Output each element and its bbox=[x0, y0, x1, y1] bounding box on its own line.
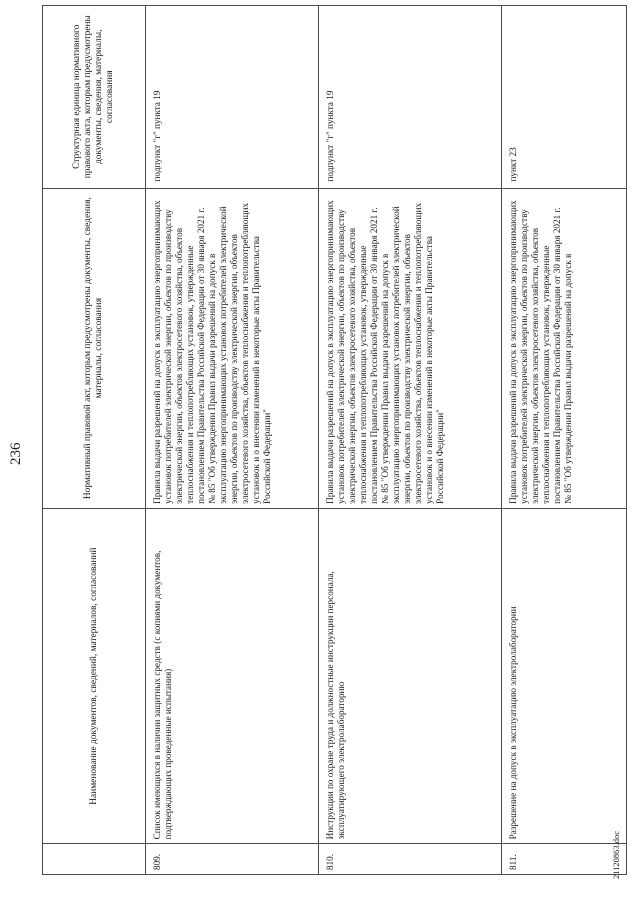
row-structural-unit: подпункт "г" пункта 19 bbox=[319, 6, 502, 189]
document-code: 21120863.doc bbox=[611, 830, 621, 879]
row-legal-act: Правила выдачи разрешений на допуск в эксплуатацию энергопринимающих установок потребителей электрической энергии, объектов по производству электрической энергии, объектов электросетевого хозяйства, объектов теплоснабжения и теплопотребляющих установок, утвержденные постановлением Правительства Российской Федерации от 30 января 2021 г. № 85 "Об утверждении Правил выдачи разрешений на допуск в эксплуатацию энергопринимающих установок потребителей электрической энергии, объектов по производству электрической энергии, объектов электросетевого хозяйства, объектов теплоснабжения и теплопотребляющих установок и о внесении изменений в некоторые акты Правительства Российской Федерации" bbox=[146, 188, 319, 508]
header-number bbox=[43, 844, 146, 875]
row-number: 809. bbox=[146, 844, 319, 875]
documents-table bbox=[42, 5, 627, 875]
header-name: Наименование документов, сведений, материалов, согласований bbox=[43, 508, 146, 844]
row-document-name: Разрешение на допуск в эксплуатацию электролаборатории bbox=[502, 508, 627, 844]
table-row bbox=[319, 6, 502, 875]
row-document-name: Список имеющихся в наличии защитных средств (с копиями документов, подтверждающих проведенные испытания) bbox=[146, 508, 319, 844]
row-legal-act: Правила выдачи разрешений на допуск в эксплуатацию энергопринимающих установок потребителей электрической энергии, объектов по производству электрической энергии, объектов электросетевого хозяйства, объектов теплоснабжения и теплопотребляющих установок, утвержденные постановлением Правительства Российской Федерации от 30 января 2021 г. № 85 "Об утверждении Правил выдачи разрешений на допуск в bbox=[502, 188, 627, 508]
table-header-row bbox=[43, 6, 146, 875]
row-legal-act: Правила выдачи разрешений на допуск в эксплуатацию энергопринимающих установок потребителей электрической энергии, объектов по производству электрической энергии, объектов электросетевого хозяйства, объектов теплоснабжения и теплопотребляющих установок, утвержденные постановлением Правительства Российской Федерации от 30 января 2021 г. № 85 "Об утверждении Правил выдачи разрешений на допуск в эксплуатацию энергопринимающих установок потребителей электрической энергии, объектов по производству электрической энергии, объектов электросетевого хозяйства, объектов теплоснабжения и теплопотребляющих установок и о внесении изменений в некоторые акты Правительства Российской Федерации" bbox=[319, 188, 502, 508]
table-row bbox=[502, 6, 627, 875]
header-act: Нормативный правовой акт, которым предусмотрены документы, сведения, материалы, согласования bbox=[43, 188, 146, 508]
header-unit: Структурная единица нормативного правового акта, которым предусмотрены документы, сведения, материалы, согласования bbox=[43, 6, 146, 189]
row-structural-unit: подпункт "г" пункта 19 bbox=[146, 6, 319, 189]
row-number: 810. bbox=[319, 844, 502, 875]
table-row bbox=[146, 6, 319, 875]
row-number: 811. bbox=[502, 844, 627, 875]
page-number: 236 bbox=[8, 442, 24, 465]
row-document-name: Инструкции по охране труда и должностные инструкции персонала, эксплуатирующего электролабораторию bbox=[319, 508, 502, 844]
row-structural-unit: пункт 23 bbox=[502, 6, 627, 189]
